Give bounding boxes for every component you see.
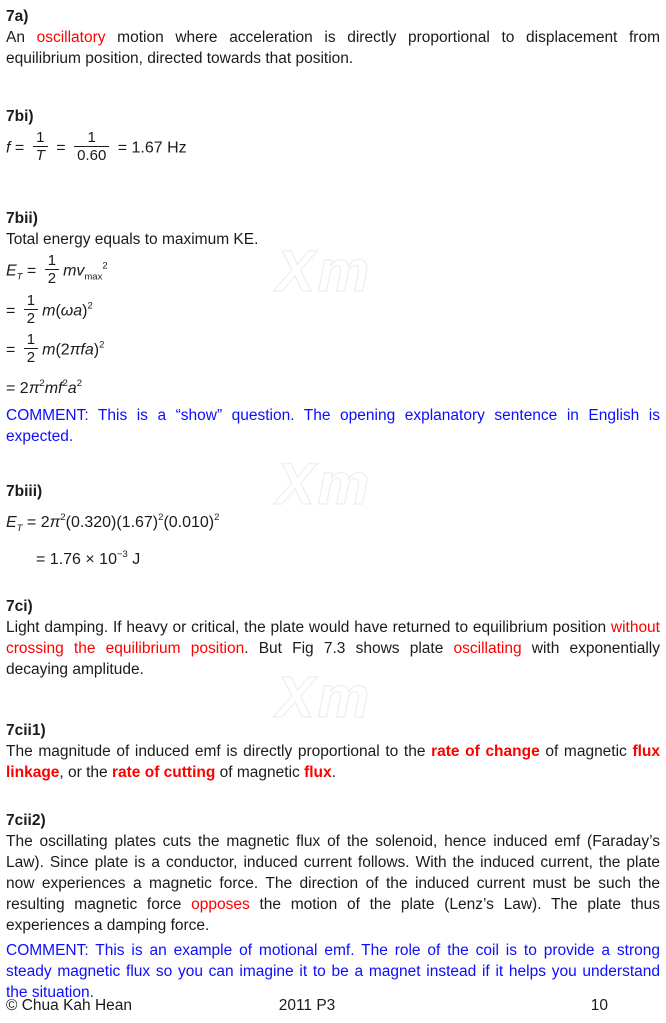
math-token: 2 — [76, 377, 82, 389]
section-7ci — [6, 596, 660, 680]
text-run: motion where acceleration is directly proportional to displacement from equilibrium position, directed towards that position. — [6, 29, 661, 67]
section-7cii2 — [6, 810, 660, 1003]
math-token: ) — [93, 341, 100, 359]
page-footer — [6, 995, 608, 1016]
equation-block-7bii — [6, 254, 660, 401]
footer-page-number: 10 — [590, 997, 609, 1014]
math-token: πfa — [69, 341, 94, 359]
math-token: 2 — [60, 511, 66, 523]
math-token: = — [10, 139, 29, 157]
math-token: = — [22, 262, 41, 280]
math-token: mf — [44, 379, 63, 397]
math-token: −3 — [116, 548, 128, 560]
text-run: with exponentially decaying amplitude. — [6, 639, 660, 678]
heading-7cii1: 7cii1) — [6, 721, 46, 739]
comment-7bii: COMMENT: This is a “show” question. The opening explanatory sentence in English is expected. — [6, 406, 660, 445]
fraction: $\frac{1}{0.60}$ — [74, 129, 109, 164]
footer-exam-label: 2011 P3 — [278, 997, 336, 1014]
paragraph-7cii1 — [6, 741, 660, 783]
text-run: rate of change — [431, 742, 540, 760]
math-token: ) — [82, 302, 88, 320]
math-token: T — [16, 522, 23, 534]
fraction: $\frac{1}{2}$ — [45, 252, 59, 287]
section-7bii — [6, 208, 660, 447]
math-token: 2 — [62, 377, 68, 389]
equation-7bii-line4 — [6, 372, 660, 401]
equation-7biii-line1 — [6, 506, 660, 541]
equation-7bii-line3 — [6, 330, 660, 368]
fraction: $\frac{1}{2}$ — [24, 331, 38, 366]
text-run: oscillatory — [36, 29, 106, 46]
text-run: . — [331, 763, 336, 781]
math-token: E — [6, 262, 17, 280]
fraction: $\frac{1}{2}$ — [24, 292, 38, 327]
math-token: 2 — [99, 339, 105, 351]
math-token: T — [16, 271, 23, 283]
math-token: 2 — [214, 511, 220, 523]
text-run: An — [6, 29, 37, 46]
paragraph-7ci — [6, 617, 660, 680]
math-token: = — [6, 341, 20, 359]
paragraph-7bii-intro: Total energy equals to maximum KE. — [6, 231, 259, 248]
watermark-xm: Xm — [276, 452, 373, 517]
equation-7bii-line1 — [6, 254, 660, 290]
math-token: 2 — [102, 260, 108, 272]
math-token: E — [6, 513, 17, 531]
math-token: = 1.76 × 10 — [36, 550, 117, 568]
text-run: The magnitude of induced emf is directly proportional to the — [6, 742, 432, 760]
math-token: a — [67, 379, 77, 397]
math-token: = 2 — [22, 513, 50, 531]
section-7biii — [6, 481, 660, 572]
heading-7a: 7a) — [6, 8, 29, 25]
heading-7biii: 7biii) — [6, 482, 43, 500]
math-token: mv — [63, 262, 85, 280]
math-token: = 2 — [6, 379, 29, 397]
paragraph-7a — [6, 27, 660, 69]
footer-author: © Chua Kah Hean — [6, 997, 133, 1014]
math-token: m — [42, 341, 56, 359]
text-run: the motion of the plate (Lenz’s Law). The plate thus experiences a damping force. — [6, 895, 660, 934]
math-token: ωa — [60, 302, 83, 320]
math-token: J — [127, 550, 141, 568]
heading-7bii: 7bii) — [6, 210, 38, 227]
math-token: (2 — [55, 341, 70, 359]
math-token: = — [6, 302, 20, 320]
math-token: m — [42, 302, 56, 320]
text-run: rate of cutting — [111, 763, 216, 781]
text-run: , or the — [59, 763, 112, 781]
math-token: = — [51, 139, 71, 157]
text-run: flux linkage — [6, 742, 660, 781]
text-run: without crossing the equilibrium position — [6, 618, 660, 657]
watermark-xm: Xm — [276, 239, 373, 304]
math-token: 2 — [39, 377, 45, 389]
heading-7cii2: 7cii2) — [6, 811, 46, 829]
comment-7cii2: COMMENT: This is an example of motional emf. The role of the coil is to provide a strong steady magnetic flux so you can imagine it to be a magnet instead if it helps you understand the situation. — [6, 941, 660, 1001]
math-token: π — [28, 379, 40, 397]
watermark-xm: Xm — [276, 665, 373, 730]
equation-7bii-line2 — [6, 291, 660, 329]
text-run: . But Fig 7.3 shows plate — [244, 639, 454, 657]
section-7bi — [6, 106, 660, 166]
math-token: (0.320)(1.67) — [65, 513, 159, 531]
section-7cii1 — [6, 720, 660, 783]
heading-7ci: 7ci) — [6, 597, 33, 615]
paragraph-7cii2 — [6, 831, 660, 936]
math-token: f — [6, 139, 11, 157]
heading-7bi: 7bi) — [6, 108, 34, 125]
math-token: 2 — [87, 300, 93, 312]
math-token: max — [84, 271, 103, 283]
math-token: = 1.67 Hz — [113, 139, 187, 157]
text-run: flux — [304, 763, 332, 781]
math-token: 2 — [158, 511, 164, 523]
section-7a — [6, 6, 660, 69]
equation-7bi — [6, 131, 660, 166]
math-token: π — [49, 513, 61, 531]
text-run: opposes — [191, 895, 250, 913]
text-run: of magnetic — [215, 763, 305, 781]
text-run: The oscillating plates cuts the magnetic flux of the solenoid, hence induced emf (Faraday’s Law). Since plate is a conductor, induced current follows. With the induced current, the plate now experiences a magnetic force. The direction of the induced current must be such the resulting magnetic force — [6, 832, 660, 913]
math-token: (0.010) — [163, 513, 215, 531]
text-run: of magnetic — [539, 742, 633, 760]
text-run: Light damping. If heavy or critical, the plate would have returned to equilibrium position — [6, 618, 611, 636]
math-token: ( — [55, 302, 61, 320]
text-run: oscillating — [453, 639, 522, 657]
equation-7biii-line2 — [36, 543, 660, 572]
fraction: $\frac{1}{T}$ — [33, 129, 48, 164]
